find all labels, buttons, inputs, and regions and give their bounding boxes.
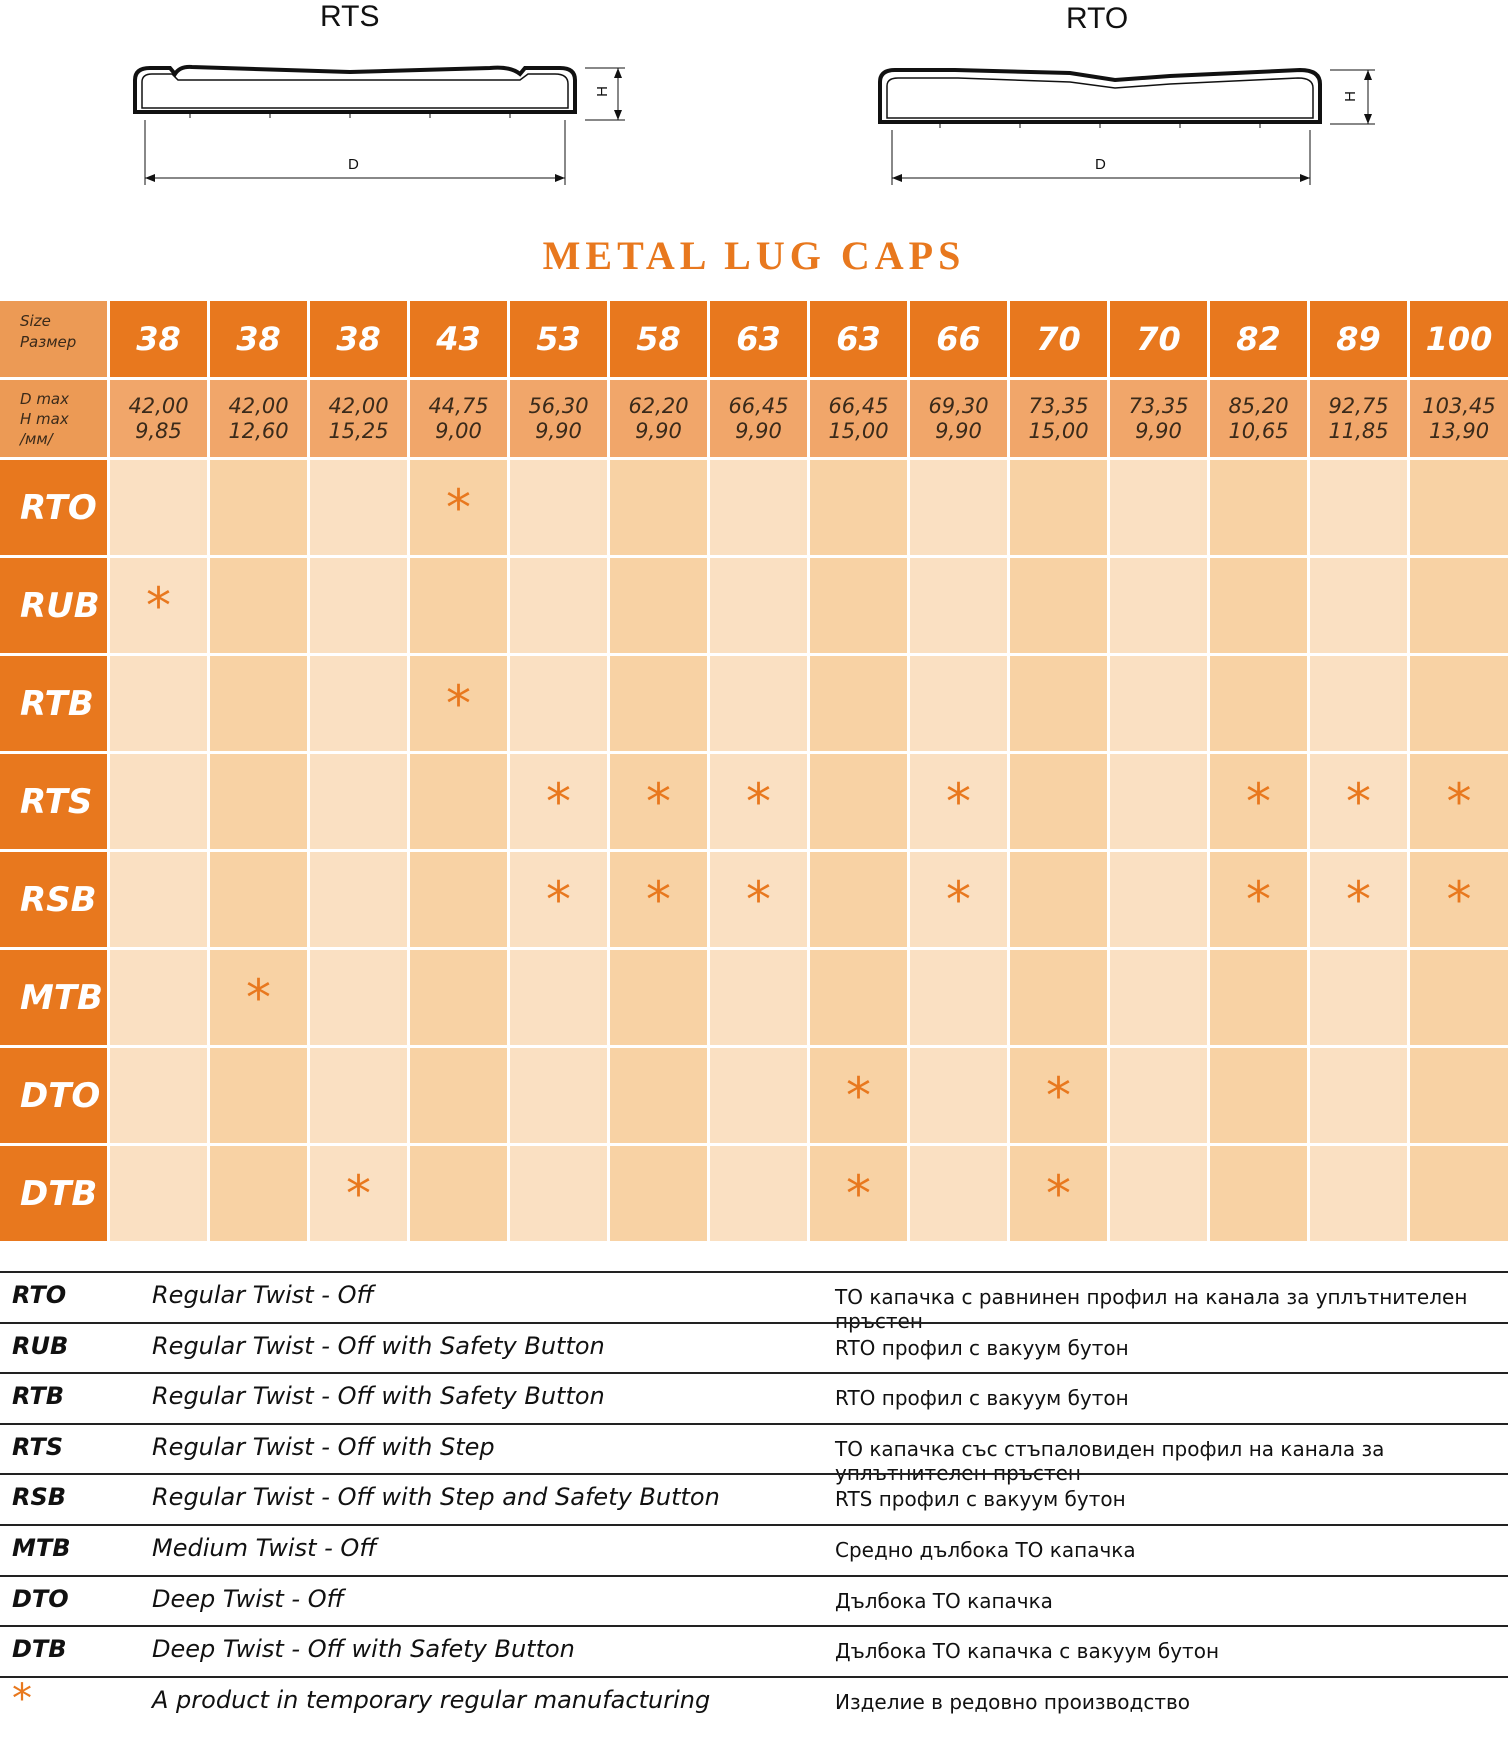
legend-bulgarian-description: Дълбока ТО капачка xyxy=(835,1588,1053,1613)
availability-mark-cell xyxy=(1210,852,1307,947)
matrix-cell xyxy=(1310,656,1407,751)
legend-code: RUB xyxy=(12,1331,69,1360)
matrix-cell xyxy=(1310,1146,1407,1241)
availability-mark-cell xyxy=(410,460,507,555)
asterisk-icon: * xyxy=(246,968,271,1027)
legend-code: DTO xyxy=(12,1584,69,1613)
legend-english-description: Regular Twist - Off with Safety Button xyxy=(152,1382,605,1411)
asterisk-icon: * xyxy=(1046,1066,1071,1125)
dimension-cell xyxy=(1110,380,1207,457)
legend-bulgarian-description: ТО капачка със стъпаловиден профил на канала за уплътнителен пръстен xyxy=(835,1436,1385,1485)
size-column-header: 53 xyxy=(510,301,607,377)
matrix-cell xyxy=(1410,558,1508,653)
legend-english-description: Regular Twist - Off with Safety Button xyxy=(152,1331,605,1360)
asterisk-icon: * xyxy=(546,870,571,929)
rts-cross-section-icon xyxy=(120,0,640,200)
legend-code: MTB xyxy=(12,1533,71,1562)
matrix-cell xyxy=(810,656,907,751)
legend-bulgarian-description: RTO профил с вакуум бутон xyxy=(835,1386,1129,1411)
matrix-cell xyxy=(510,1146,607,1241)
hmax-value: 9,85 xyxy=(135,418,182,443)
matrix-cell xyxy=(110,1146,207,1241)
matrix-cell xyxy=(810,950,907,1045)
hmax-value: 15,00 xyxy=(828,418,889,443)
matrix-cell xyxy=(1010,460,1107,555)
hmax-value: 9,90 xyxy=(635,418,682,443)
size-column-header: 38 xyxy=(310,301,407,377)
matrix-cell xyxy=(110,950,207,1045)
asterisk-icon: * xyxy=(646,772,671,831)
matrix-cell xyxy=(1310,1048,1407,1143)
asterisk-icon: * xyxy=(746,870,771,929)
availability-mark-cell xyxy=(110,558,207,653)
legend-english-description: Medium Twist - Off xyxy=(152,1533,377,1562)
matrix-cell xyxy=(210,852,307,947)
matrix-cell xyxy=(1110,1048,1207,1143)
matrix-cell xyxy=(410,754,507,849)
matrix-cell xyxy=(1110,754,1207,849)
matrix-cell xyxy=(410,1048,507,1143)
dmax-value: 66,45 xyxy=(828,393,889,418)
dmax-value: 73,35 xyxy=(1128,393,1189,418)
legend-row xyxy=(0,1575,1508,1626)
legend-bulgarian-description: RTS профил с вакуум бутон xyxy=(835,1487,1126,1512)
product-row-label: RUB xyxy=(0,558,107,653)
availability-mark-cell xyxy=(610,754,707,849)
asterisk-icon: * xyxy=(946,870,971,929)
matrix-cell xyxy=(410,1146,507,1241)
matrix-cell xyxy=(810,852,907,947)
matrix-cell xyxy=(910,950,1007,1045)
legend-bulgarian-description: Изделие в редовно производство xyxy=(835,1689,1190,1714)
dimension-header-line: /мм/ xyxy=(20,430,53,448)
availability-mark-cell xyxy=(310,1146,407,1241)
dimension-cell xyxy=(710,380,807,457)
page-title: METAL LUG CAPS xyxy=(542,233,966,278)
size-column-header: 70 xyxy=(1110,301,1207,377)
size-column-header: 58 xyxy=(610,301,707,377)
dimension-header-label xyxy=(0,380,107,457)
product-size-matrix xyxy=(0,301,1508,1247)
dmax-value: 103,45 xyxy=(1422,393,1496,418)
drawing-title-rto: RTO xyxy=(1066,2,1129,35)
matrix-cell xyxy=(1210,1048,1307,1143)
availability-mark-cell xyxy=(910,754,1007,849)
matrix-cell xyxy=(1210,460,1307,555)
matrix-cell xyxy=(310,1048,407,1143)
product-row-label: RTB xyxy=(0,656,107,751)
availability-mark-cell xyxy=(510,852,607,947)
legend-table xyxy=(0,1271,1508,1726)
rto-profile-drawing xyxy=(870,0,1390,200)
size-column-header: 100 xyxy=(1410,301,1508,377)
matrix-cell xyxy=(710,1146,807,1241)
dimension-cell xyxy=(310,380,407,457)
hmax-value: 9,00 xyxy=(435,418,482,443)
availability-mark-cell xyxy=(510,754,607,849)
matrix-cell xyxy=(810,558,907,653)
matrix-cell xyxy=(1410,1048,1508,1143)
matrix-cell xyxy=(1010,656,1107,751)
availability-mark-cell xyxy=(1310,754,1407,849)
matrix-cell xyxy=(1410,656,1508,751)
size-header-line: Size xyxy=(20,312,51,330)
availability-mark-cell xyxy=(410,656,507,751)
legend-asterisk-icon: * xyxy=(12,1675,32,1722)
matrix-cell xyxy=(110,656,207,751)
matrix-cell xyxy=(610,558,707,653)
matrix-cell xyxy=(910,1146,1007,1241)
matrix-cell xyxy=(1310,460,1407,555)
dmax-value: 73,35 xyxy=(1028,393,1089,418)
asterisk-icon: * xyxy=(946,772,971,831)
matrix-cell xyxy=(1010,950,1107,1045)
matrix-cell xyxy=(310,460,407,555)
dimension-cell xyxy=(1210,380,1307,457)
matrix-cell xyxy=(410,558,507,653)
matrix-cell xyxy=(1010,754,1107,849)
matrix-cell xyxy=(510,1048,607,1143)
matrix-cell xyxy=(410,950,507,1045)
matrix-cell xyxy=(110,754,207,849)
product-row-label: RTO xyxy=(0,460,107,555)
hmax-value: 9,90 xyxy=(1135,418,1182,443)
dimension-cell xyxy=(1310,380,1407,457)
dimension-cell xyxy=(810,380,907,457)
matrix-cell xyxy=(810,460,907,555)
legend-row xyxy=(0,1372,1508,1423)
matrix-cell xyxy=(310,950,407,1045)
size-column-header: 70 xyxy=(1010,301,1107,377)
legend-english-description: Regular Twist - Off xyxy=(152,1281,374,1309)
matrix-cell xyxy=(610,460,707,555)
dimension-cell xyxy=(110,380,207,457)
matrix-cell xyxy=(1210,1146,1307,1241)
matrix-cell xyxy=(810,754,907,849)
matrix-cell xyxy=(910,460,1007,555)
availability-mark-cell xyxy=(1010,1146,1107,1241)
product-row-label: RSB xyxy=(0,852,107,947)
asterisk-icon: * xyxy=(1246,772,1271,831)
availability-mark-cell xyxy=(810,1048,907,1143)
matrix-cell xyxy=(1410,950,1508,1045)
matrix-cell xyxy=(610,1146,707,1241)
dimension-cell xyxy=(1410,380,1508,457)
availability-mark-cell xyxy=(1410,754,1508,849)
dimension-cell xyxy=(410,380,507,457)
dmax-value: 69,30 xyxy=(928,393,989,418)
dmax-value: 56,30 xyxy=(528,393,589,418)
hmax-value: 13,90 xyxy=(1428,418,1490,443)
dmax-value: 66,45 xyxy=(728,393,789,418)
availability-mark-cell xyxy=(910,852,1007,947)
legend-english-description: A product in temporary regular manufacturing xyxy=(152,1685,711,1714)
legend-row xyxy=(0,1423,1508,1485)
dimension-header-line: D max xyxy=(20,390,69,408)
availability-mark-cell xyxy=(810,1146,907,1241)
size-column-header: 63 xyxy=(710,301,807,377)
matrix-cell xyxy=(510,656,607,751)
hmax-value: 12,60 xyxy=(228,418,289,443)
size-column-header: 63 xyxy=(810,301,907,377)
asterisk-icon: * xyxy=(746,772,771,831)
matrix-cell xyxy=(210,1048,307,1143)
matrix-cell xyxy=(710,950,807,1045)
availability-mark-cell xyxy=(1210,754,1307,849)
matrix-cell xyxy=(210,656,307,751)
availability-mark-cell xyxy=(710,754,807,849)
legend-english-description: Regular Twist - Off with Step and Safety Button xyxy=(152,1483,720,1512)
product-row-label: DTB xyxy=(0,1146,107,1241)
rts-h-label: H xyxy=(593,86,611,97)
asterisk-icon: * xyxy=(546,772,571,831)
asterisk-icon: * xyxy=(1446,870,1472,929)
matrix-cell xyxy=(110,852,207,947)
matrix-cell xyxy=(1210,558,1307,653)
dmax-value: 92,75 xyxy=(1328,393,1389,418)
matrix-cell xyxy=(710,1048,807,1143)
availability-mark-cell xyxy=(1410,852,1508,947)
asterisk-icon: * xyxy=(446,478,471,537)
matrix-cell xyxy=(1210,656,1307,751)
hmax-value: 10,65 xyxy=(1228,418,1289,443)
availability-mark-cell xyxy=(210,950,307,1045)
matrix-cell xyxy=(1110,852,1207,947)
matrix-cell xyxy=(910,656,1007,751)
dmax-value: 85,20 xyxy=(1228,393,1289,418)
hmax-value: 9,90 xyxy=(735,418,782,443)
legend-row xyxy=(0,1676,1508,1727)
legend-row xyxy=(0,1625,1508,1676)
hmax-value: 15,25 xyxy=(328,418,389,443)
rto-d-label: D xyxy=(1095,156,1106,173)
asterisk-icon: * xyxy=(446,674,471,733)
matrix-cell xyxy=(510,950,607,1045)
dmax-value: 42,00 xyxy=(128,393,189,418)
matrix-cell xyxy=(1010,852,1107,947)
dmax-value: 42,00 xyxy=(228,393,289,418)
legend-english-description: Regular Twist - Off with Step xyxy=(152,1432,495,1461)
matrix-cell xyxy=(1110,1146,1207,1241)
product-row-label: DTO xyxy=(0,1048,107,1143)
availability-mark-cell xyxy=(710,852,807,947)
matrix-cell xyxy=(510,558,607,653)
matrix-cell xyxy=(210,558,307,653)
dimension-header-line: H max xyxy=(20,410,69,428)
matrix-cell xyxy=(1410,1146,1508,1241)
legend-code: RTB xyxy=(12,1382,65,1411)
matrix-cell xyxy=(1210,950,1307,1045)
size-column-header: 82 xyxy=(1210,301,1307,377)
asterisk-icon: * xyxy=(1246,870,1271,929)
matrix-cell xyxy=(1110,460,1207,555)
matrix-cell xyxy=(710,460,807,555)
matrix-cell xyxy=(1410,460,1508,555)
drawing-title-rts: RTS xyxy=(320,0,380,33)
asterisk-icon: * xyxy=(1046,1164,1071,1223)
matrix-cell xyxy=(710,656,807,751)
legend-english-description: Deep Twist - Off xyxy=(152,1584,344,1613)
matrix-cell xyxy=(610,656,707,751)
matrix-cell xyxy=(110,1048,207,1143)
matrix-cell xyxy=(910,1048,1007,1143)
legend-row xyxy=(0,1271,1508,1333)
matrix-cell xyxy=(610,950,707,1045)
matrix-cell xyxy=(710,558,807,653)
product-row-label: RTS xyxy=(0,754,107,849)
asterisk-icon: * xyxy=(846,1066,871,1125)
matrix-cell xyxy=(110,460,207,555)
availability-mark-cell xyxy=(1010,1048,1107,1143)
product-row-label: MTB xyxy=(0,950,107,1045)
size-header-label xyxy=(0,301,107,377)
matrix-cell xyxy=(1310,950,1407,1045)
asterisk-icon: * xyxy=(646,870,671,929)
matrix-cell xyxy=(510,460,607,555)
hmax-value: 9,90 xyxy=(535,418,582,443)
rts-d-label: D xyxy=(348,156,359,173)
rts-profile-drawing xyxy=(120,0,640,200)
dimension-cell xyxy=(1010,380,1107,457)
matrix-cell xyxy=(210,1146,307,1241)
matrix-cell xyxy=(1310,558,1407,653)
legend-code: RSB xyxy=(12,1483,67,1512)
hmax-value: 11,85 xyxy=(1328,418,1389,443)
availability-mark-cell xyxy=(610,852,707,947)
dmax-value: 62,20 xyxy=(628,393,689,418)
matrix-cell xyxy=(1110,558,1207,653)
dimension-cell xyxy=(510,380,607,457)
dmax-value: 42,00 xyxy=(328,393,389,418)
rto-h-label: H xyxy=(1341,91,1359,102)
matrix-cell xyxy=(1110,950,1207,1045)
legend-code: DTB xyxy=(12,1635,67,1664)
matrix-cell xyxy=(910,558,1007,653)
legend-bulgarian-description: RTO профил с вакуум бутон xyxy=(835,1335,1129,1360)
asterisk-icon: * xyxy=(846,1164,871,1223)
legend-english-description: Deep Twist - Off with Safety Button xyxy=(152,1635,575,1664)
dimension-cell xyxy=(210,380,307,457)
matrix-cell xyxy=(210,754,307,849)
size-column-header: 89 xyxy=(1310,301,1407,377)
legend-row xyxy=(0,1322,1508,1373)
asterisk-icon: * xyxy=(146,576,171,635)
asterisk-icon: * xyxy=(1346,772,1371,831)
matrix-cell xyxy=(610,1048,707,1143)
size-column-header: 66 xyxy=(910,301,1007,377)
legend-row xyxy=(0,1524,1508,1575)
matrix-cell xyxy=(410,852,507,947)
asterisk-icon: * xyxy=(1346,870,1371,929)
legend-row xyxy=(0,1473,1508,1524)
legend-code: RTO xyxy=(12,1281,67,1309)
matrix-cell xyxy=(310,852,407,947)
dimension-cell xyxy=(910,380,1007,457)
legend-bulgarian-description: Средно дълбока ТО капачка xyxy=(835,1537,1136,1562)
hmax-value: 9,90 xyxy=(935,418,982,443)
asterisk-icon: * xyxy=(346,1164,371,1223)
size-header-line: Размер xyxy=(20,333,77,351)
matrix-cell xyxy=(210,460,307,555)
legend-bulgarian-description: Дълбока ТО капачка с вакуум бутон xyxy=(835,1639,1220,1664)
size-column-header: 43 xyxy=(410,301,507,377)
legend-code: RTS xyxy=(12,1432,64,1461)
rto-cross-section-icon xyxy=(870,0,1390,200)
hmax-value: 15,00 xyxy=(1028,418,1089,443)
size-column-header: 38 xyxy=(110,301,207,377)
legend-bulgarian-description: ТО капачка с равнинен профил на канала за уплътнителен пръстен xyxy=(835,1285,1468,1333)
asterisk-icon: * xyxy=(1446,772,1472,831)
matrix-cell xyxy=(310,656,407,751)
availability-mark-cell xyxy=(1310,852,1407,947)
matrix-cell xyxy=(1010,558,1107,653)
dmax-value: 44,75 xyxy=(428,393,489,418)
matrix-cell xyxy=(310,754,407,849)
matrix-cell xyxy=(1110,656,1207,751)
matrix-cell xyxy=(310,558,407,653)
dimension-cell xyxy=(610,380,707,457)
size-column-header: 38 xyxy=(210,301,307,377)
